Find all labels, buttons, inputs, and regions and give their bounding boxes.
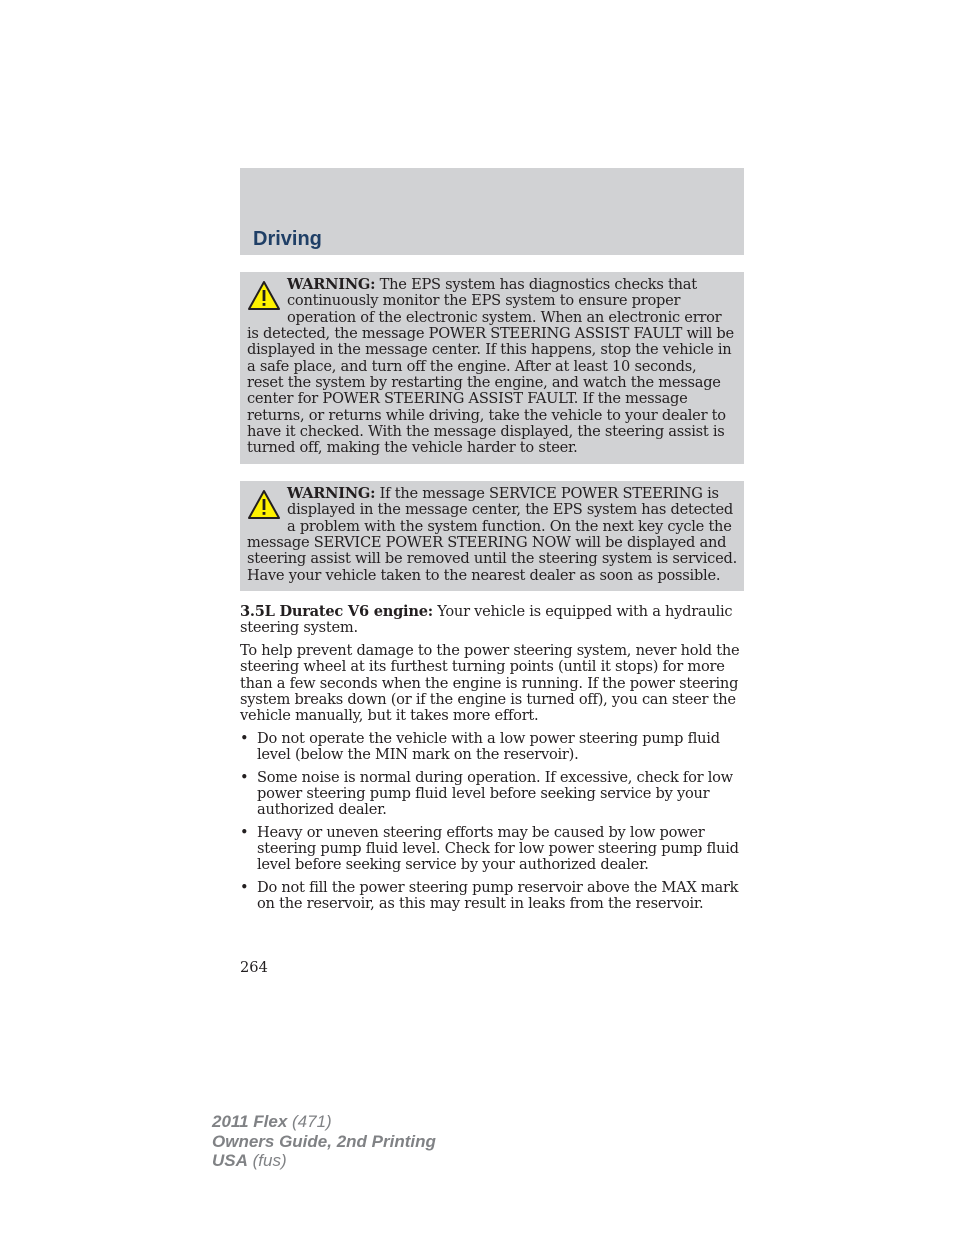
footer-region: USA — [212, 1151, 248, 1170]
warning-text — [247, 486, 737, 584]
list-item-text: Some noise is normal during operation. If excessive, check for low power steering pump fluid level before seeking service by your authorized dealer. — [257, 768, 733, 819]
document-footer — [212, 1112, 436, 1171]
list-item-text: Do not operate the vehicle with a low power steering pump fluid level (below the MIN mark on the reservoir). — [257, 730, 720, 764]
list-item — [240, 770, 744, 819]
list-item — [240, 825, 744, 874]
bullet-list — [240, 731, 744, 919]
page-number: 264 — [240, 959, 268, 976]
warning-body: The EPS system has diagnostics checks that continuously monitor the EPS system to ensure proper operation of the electronic system. When an electronic error is detected, the message POWER STEERING ASSIST FAULT will be displayed in the message center. If this happens, stop the vehicle in a safe place, and turn off the engine. After at least 10 seconds, reset the system by restarting the engine, and watch the message center for POWER STEERING ASSIST FAULT. If the message returns, or returns while driving, take the vehicle to your dealer to have it checked. With the message displayed, the steering assist is turned off, making the vehicle harder to steer. — [247, 276, 734, 457]
list-item-text: Heavy or uneven steering efforts may be caused by low power steering pump fluid level. Check for low power steering pump fluid level before seeking service by your authorized dealer. — [257, 823, 739, 874]
warning-body: If the message SERVICE POWER STEERING is displayed in the message center, the EPS system has detected a problem with the system function. On the next key cycle the message SERVICE POWER STEERING NOW will be displayed and steering assist will be removed until the steering system is serviced. Have your vehicle taken to the nearest dealer as soon as possible. — [247, 485, 737, 584]
list-item-text: Do not fill the power steering pump reservoir above the MAX mark on the reservoir, as this may result in leaks from the reservoir. — [257, 878, 739, 913]
warning-label: WARNING: — [287, 276, 376, 293]
engine-text: Your vehicle is equipped with a hydraulic steering system. — [240, 603, 733, 637]
bullet-icon: • — [240, 730, 249, 747]
footer-region-code: (fus) — [247, 1151, 287, 1170]
warning-box-eps-diagnostics — [240, 272, 744, 464]
engine-label: 3.5L Duratec V6 engine: — [240, 603, 433, 620]
bullet-icon: • — [240, 823, 249, 841]
warning-label: WARNING: — [287, 485, 376, 502]
warning-text — [247, 277, 737, 457]
list-item — [240, 731, 744, 764]
bullet-icon: • — [240, 768, 249, 786]
section-header-band — [240, 168, 744, 255]
footer-model: 2011 Flex — [212, 1112, 288, 1131]
footer-line-region — [212, 1151, 436, 1171]
footer-line-guide: Owners Guide, 2nd Printing — [212, 1131, 436, 1151]
warning-triangle-icon — [247, 280, 281, 312]
section-title: Driving — [253, 228, 322, 250]
power-steering-paragraph: To help prevent damage to the power steering system, never hold the steering wheel at its furthest turning points (until it stops) for more than a few seconds when the engine is running. If the power steering system breaks down (or if the engine is turned off), you can steer the vehicle manually, but it takes more effort. — [240, 642, 740, 725]
footer-line-model — [212, 1112, 436, 1132]
warning-triangle-icon — [247, 489, 281, 521]
warning-box-service-steering — [240, 481, 744, 591]
bullet-icon: • — [240, 878, 249, 896]
engine-paragraph — [240, 604, 744, 637]
footer-model-code: (471) — [287, 1112, 332, 1131]
list-item — [240, 880, 744, 913]
